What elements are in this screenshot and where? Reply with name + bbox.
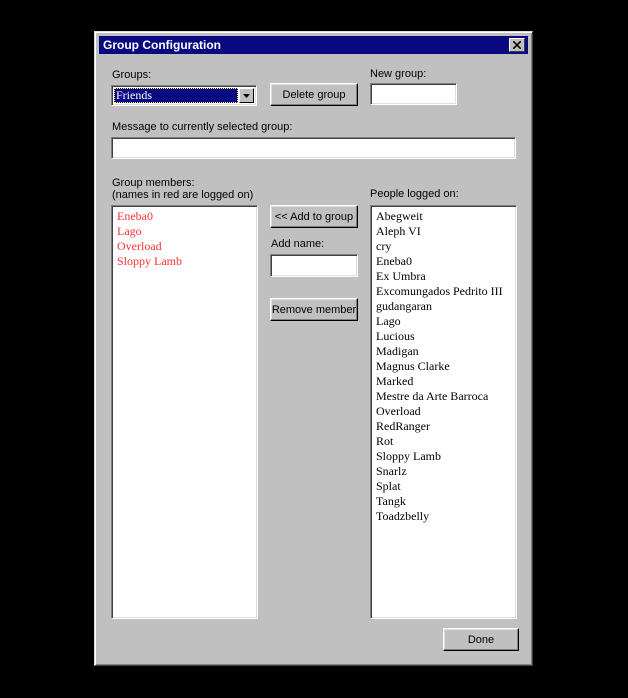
group-members-items — [114, 209, 255, 269]
groups-selected-value: Friends — [114, 88, 238, 103]
list-item[interactable]: Overload — [376, 404, 421, 418]
list-item[interactable]: Tangk — [376, 494, 406, 508]
group-configuration-dialog — [94, 31, 533, 666]
people-logged-on-list[interactable] — [370, 205, 517, 619]
groups-dropdown[interactable] — [111, 85, 257, 106]
close-icon — [513, 41, 521, 49]
groups-label: Groups: — [112, 69, 152, 81]
list-item[interactable]: Excomungados Pedrito III — [376, 284, 503, 298]
group-members-list[interactable] — [111, 205, 258, 619]
group-members-hint: (names in red are logged on) — [112, 189, 254, 201]
message-input[interactable] — [111, 137, 516, 159]
list-item[interactable]: Aleph VI — [376, 224, 421, 238]
list-item[interactable]: Toadzbelly — [376, 509, 430, 523]
list-item[interactable]: Mestre da Arte Barroca — [376, 389, 489, 403]
list-item[interactable]: Madigan — [376, 344, 419, 358]
delete-group-button[interactable]: Delete group — [270, 83, 358, 106]
list-item[interactable]: Sloppy Lamb — [117, 254, 182, 268]
title-bar — [99, 36, 528, 54]
list-item[interactable]: Eneba0 — [117, 209, 153, 223]
list-item[interactable]: RedRanger — [376, 419, 430, 433]
people-logged-on-label: People logged on: — [370, 188, 459, 200]
list-item[interactable]: Sloppy Lamb — [376, 449, 441, 463]
list-item[interactable]: Eneba0 — [376, 254, 412, 268]
add-name-input[interactable] — [270, 254, 358, 277]
chevron-down-icon — [243, 94, 250, 98]
people-logged-on-items — [373, 209, 514, 524]
group-members-label: Group members: — [112, 177, 195, 189]
message-label: Message to currently selected group: — [112, 121, 293, 133]
list-item[interactable]: gudangaran — [376, 299, 432, 313]
list-item[interactable]: Abegweit — [376, 209, 423, 223]
list-item[interactable]: Splat — [376, 479, 401, 493]
list-item[interactable]: Ex Umbra — [376, 269, 426, 283]
list-item[interactable]: Overload — [117, 239, 162, 253]
list-item[interactable]: Lago — [376, 314, 401, 328]
remove-member-button[interactable]: Remove member — [270, 298, 358, 321]
list-item[interactable]: Marked — [376, 374, 414, 388]
list-item[interactable]: Lago — [117, 224, 142, 238]
done-button[interactable]: Done — [443, 628, 519, 651]
add-name-label: Add name: — [271, 238, 325, 250]
list-item[interactable]: Rot — [376, 434, 394, 448]
list-item[interactable]: cry — [376, 239, 392, 253]
dropdown-button[interactable] — [239, 88, 254, 103]
add-to-group-button[interactable]: << Add to group — [270, 205, 358, 228]
list-item[interactable]: Lucious — [376, 329, 415, 343]
new-group-input[interactable] — [370, 83, 457, 105]
window-title: Group Configuration — [103, 38, 221, 52]
close-button[interactable] — [509, 38, 525, 52]
list-item[interactable]: Magnus Clarke — [376, 359, 450, 373]
list-item[interactable]: Snarlz — [376, 464, 407, 478]
new-group-label: New group: — [370, 68, 427, 80]
